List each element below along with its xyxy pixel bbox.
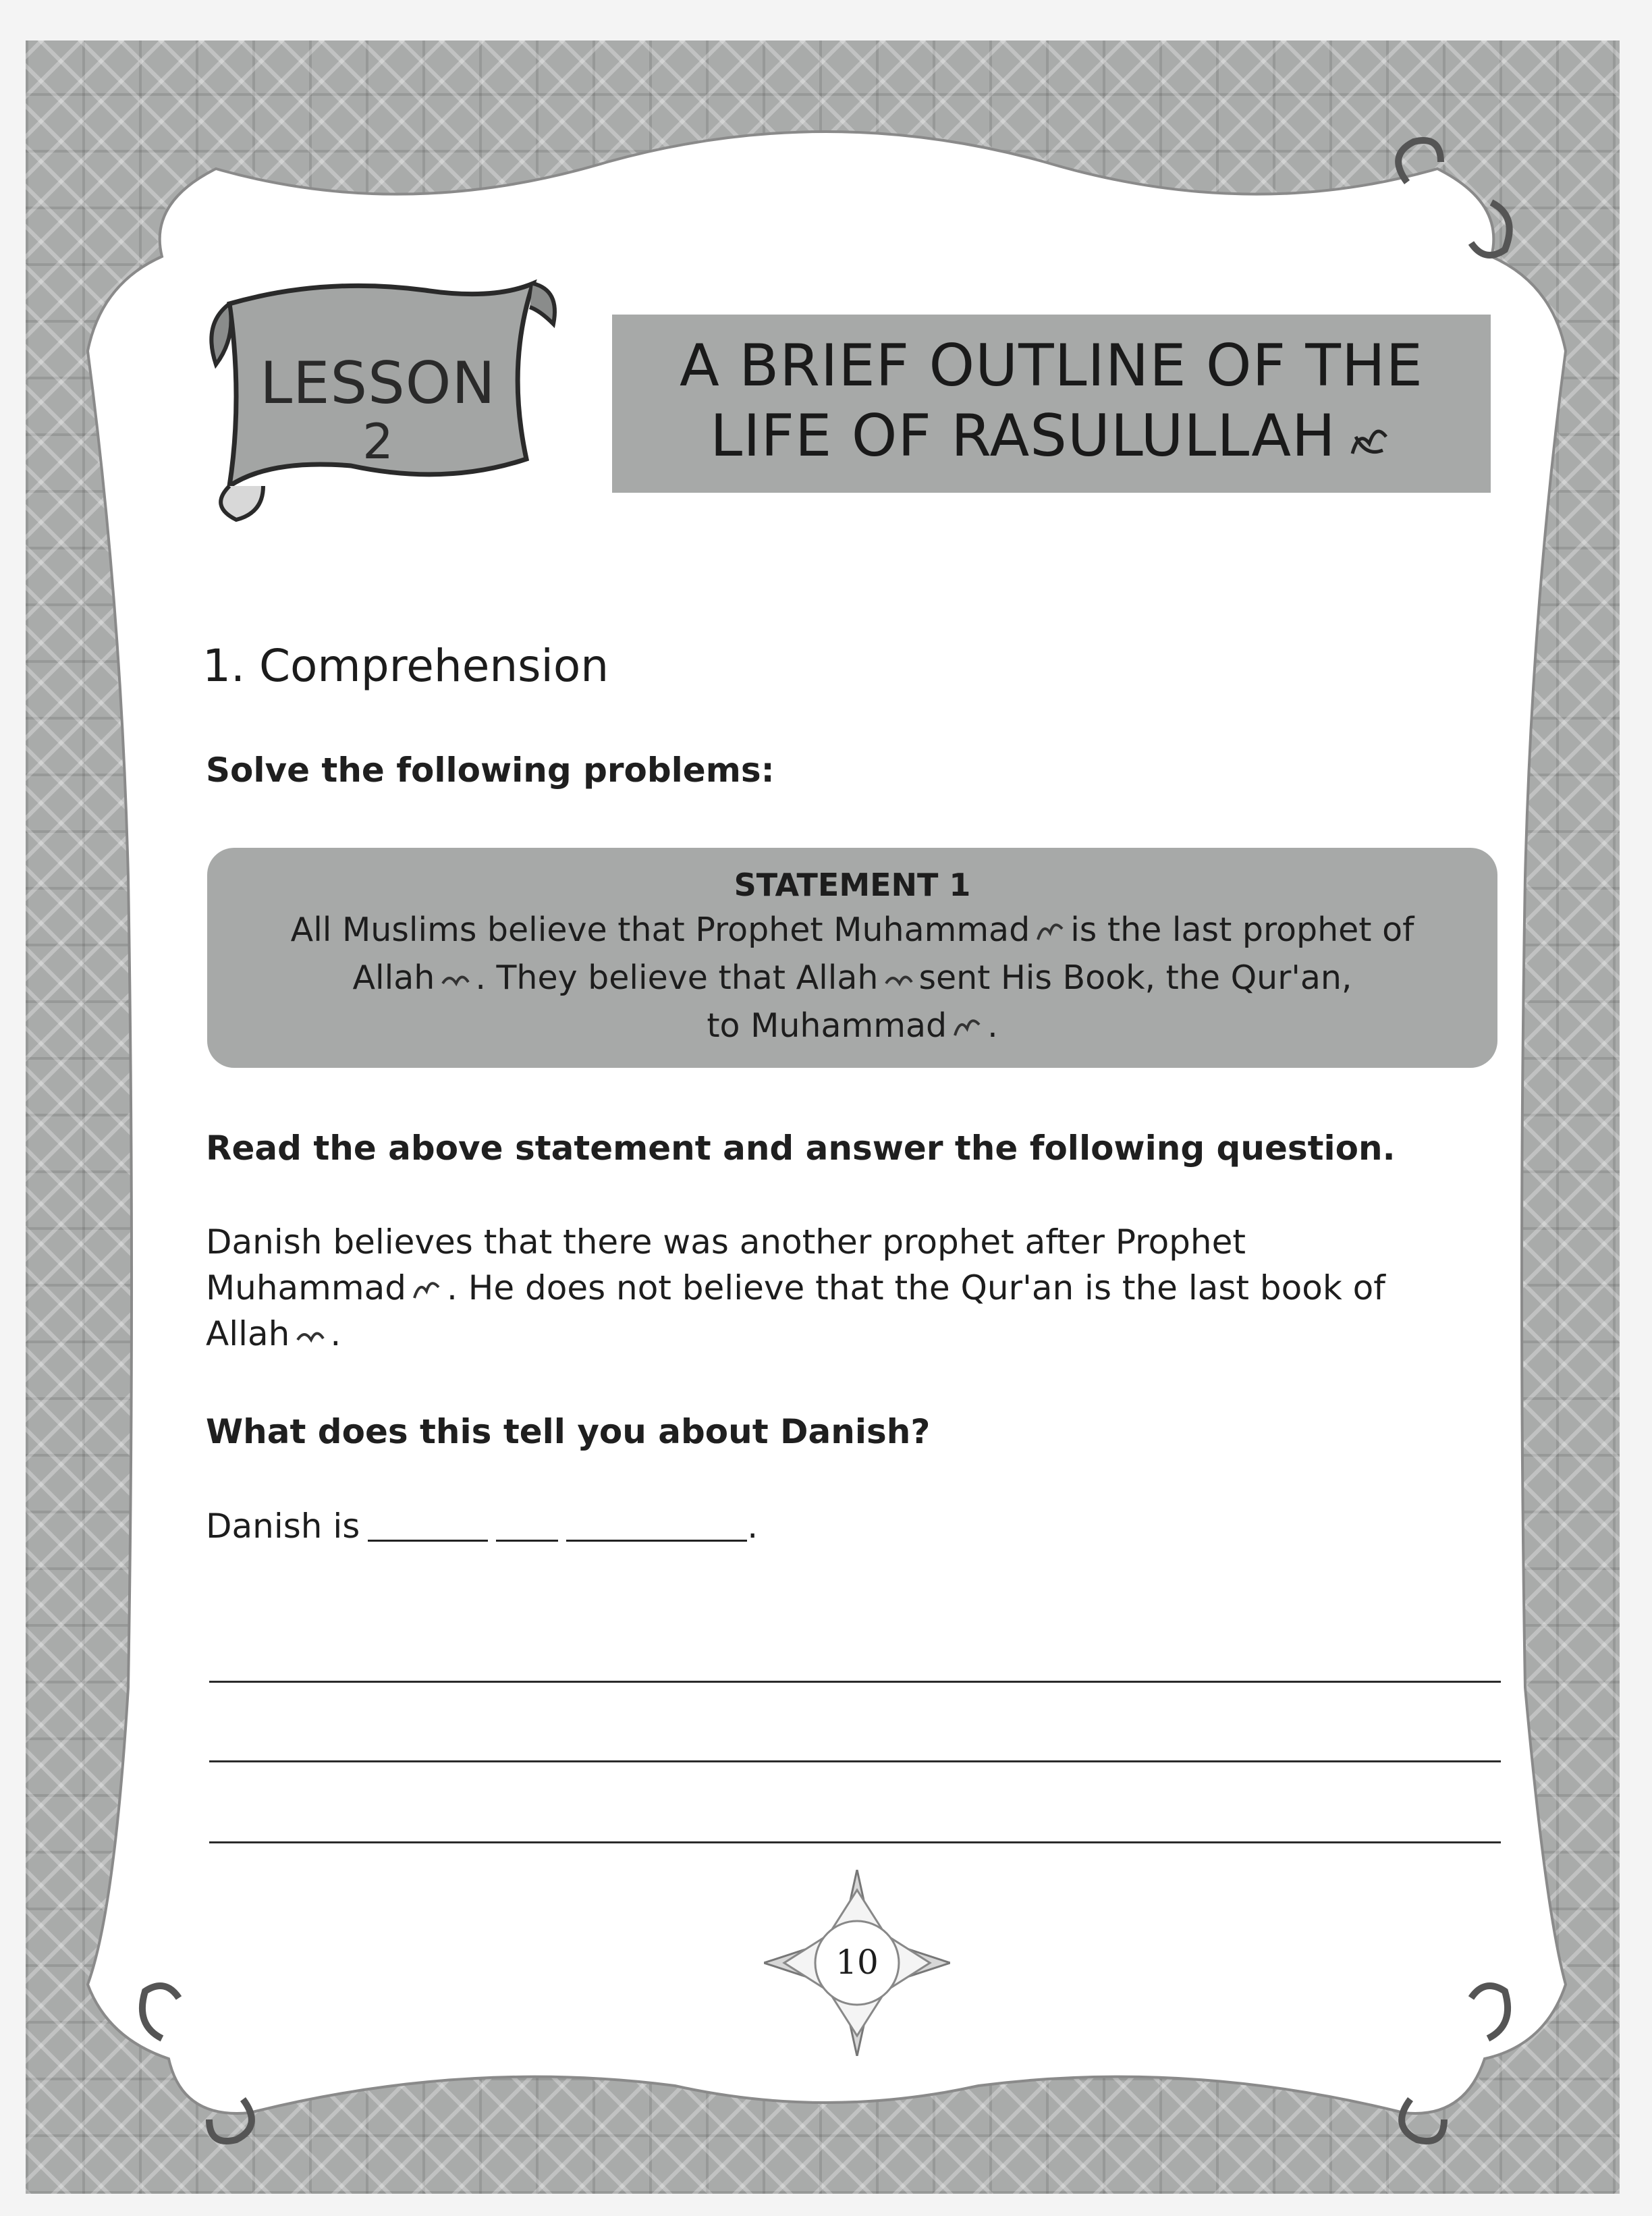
scenario-line bbox=[206, 1265, 1488, 1311]
statement-text-segment: . bbox=[987, 1006, 998, 1045]
salutation-calligraphy-icon bbox=[1346, 416, 1393, 464]
fill-in-prefix: Danish is bbox=[206, 1507, 360, 1546]
fill-in-suffix: . bbox=[747, 1507, 759, 1546]
glorification-calligraphy-icon bbox=[439, 963, 471, 993]
lesson-title-line-2: LIFE OF RASULULLAH bbox=[710, 402, 1336, 470]
lesson-label: LESSON bbox=[260, 350, 496, 417]
instruction-text: Solve the following problems: bbox=[206, 751, 775, 790]
statement-text-segment: Allah bbox=[352, 958, 435, 997]
lesson-number: 2 bbox=[362, 413, 393, 470]
scenario-text-segment: . He does not believe that the Qur'an is the last book of bbox=[446, 1268, 1385, 1307]
statement-line bbox=[207, 1002, 1497, 1050]
answer-line-2[interactable] bbox=[209, 1760, 1501, 1762]
salutation-calligraphy-icon bbox=[951, 1011, 983, 1041]
scenario-paragraph bbox=[206, 1219, 1488, 1357]
statement-text-segment: to Muhammad bbox=[707, 1006, 947, 1045]
question-text: What does this tell you about Danish? bbox=[206, 1412, 931, 1451]
salutation-calligraphy-icon bbox=[410, 1274, 443, 1303]
salutation-calligraphy-icon bbox=[1034, 915, 1066, 945]
lesson-title-line-1: A BRIEF OUTLINE OF THE bbox=[680, 332, 1423, 400]
read-instruction: Read the above statement and answer the following question. bbox=[206, 1129, 1396, 1168]
section-heading: 1. Comprehension bbox=[202, 640, 609, 692]
glorification-calligraphy-icon bbox=[294, 1320, 326, 1349]
answer-blank-3[interactable] bbox=[566, 1510, 747, 1542]
fill-in-sentence bbox=[206, 1507, 758, 1546]
glorification-calligraphy-icon bbox=[882, 963, 914, 993]
statement-box bbox=[207, 848, 1497, 1068]
lesson-title-box bbox=[612, 315, 1491, 493]
answer-line-1[interactable] bbox=[209, 1681, 1501, 1683]
answer-blank-2[interactable] bbox=[496, 1510, 558, 1542]
lesson-title-line-2-wrap bbox=[612, 401, 1491, 471]
statement-text-segment: sent His Book, the Qur'an, bbox=[918, 958, 1352, 997]
scenario-line bbox=[206, 1311, 1488, 1357]
statement-title: STATEMENT 1 bbox=[734, 867, 971, 903]
scenario-text-segment: . bbox=[330, 1314, 341, 1353]
statement-text-segment: is the last prophet of bbox=[1070, 911, 1414, 949]
scenario-text-segment: Muhammad bbox=[206, 1268, 406, 1307]
statement-line bbox=[207, 906, 1497, 954]
page-number: 10 bbox=[835, 1943, 879, 1982]
statement-text-segment: . They believe that Allah bbox=[475, 958, 879, 997]
scenario-line: Danish believes that there was another prophet after Prophet bbox=[206, 1222, 1246, 1262]
statement-line bbox=[207, 954, 1497, 1002]
scenario-text-segment: Allah bbox=[206, 1314, 290, 1353]
statement-text-segment: All Muslims believe that Prophet Muhammad bbox=[290, 911, 1030, 949]
answer-blank-1[interactable] bbox=[368, 1510, 488, 1542]
lesson-banner bbox=[189, 263, 567, 526]
answer-line-3[interactable] bbox=[209, 1841, 1501, 1843]
